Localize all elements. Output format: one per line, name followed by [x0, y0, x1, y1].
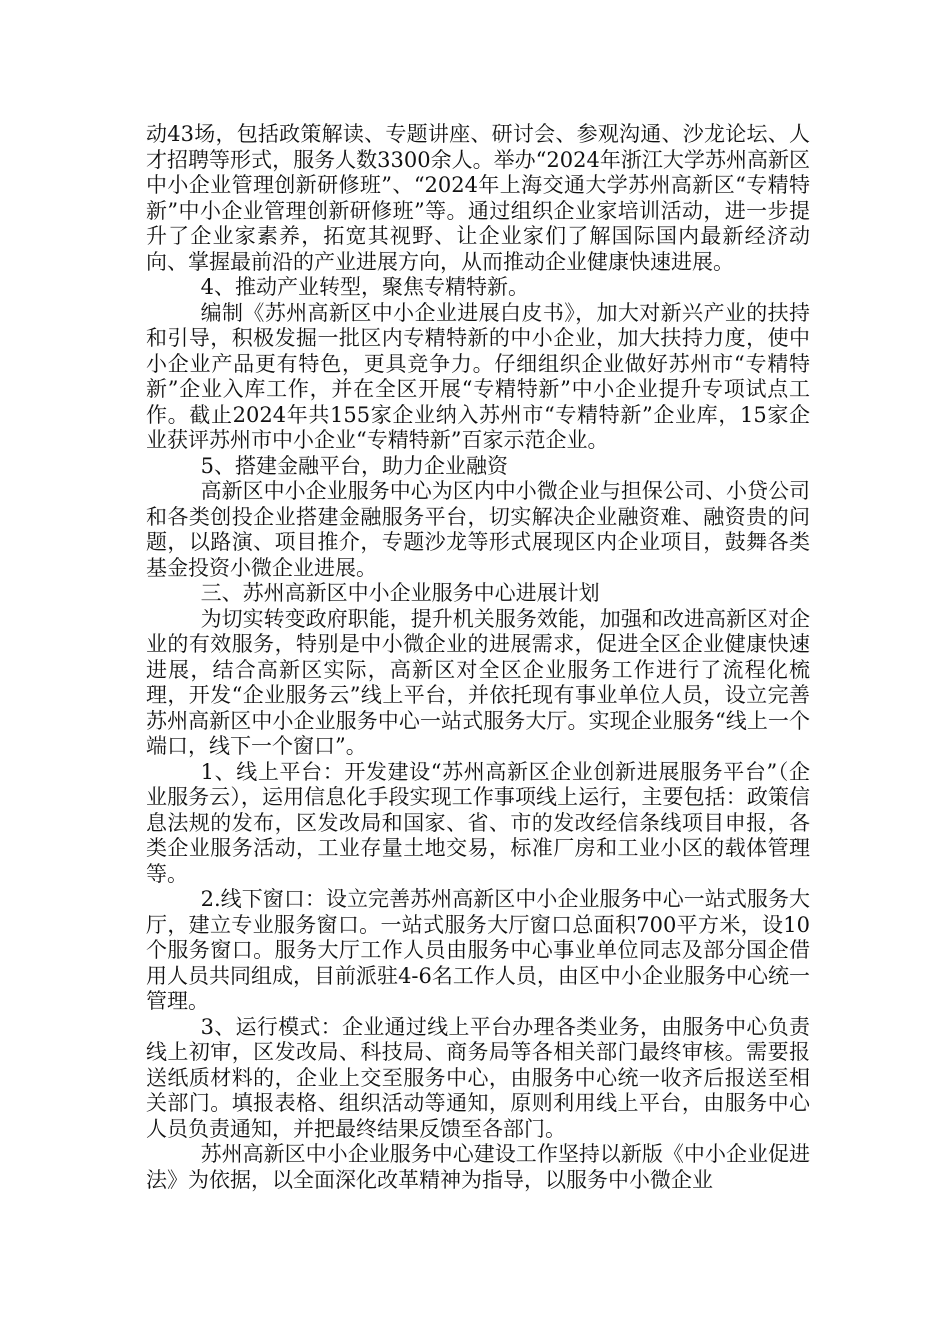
paragraph-specialized-enterprises: 编制《苏州高新区中小企业进展白皮书》，加大对新兴产业的扶持和引导，积极发掘一批区内专精特新的中小企业，加大扶持力度，使中小企业产品更有特色，更具竞争力。仔细组织企业做好苏州市“专精特新”企业入库工作，并在全区开展“专精特新”中小企业提升专项试点工作。截止2024年共155家企业纳入苏州市“专精特新”企业库，15家企业获评苏州市中小企业“专精特新”百家示范企业。	[146, 300, 810, 452]
paragraph-online-platform: 1、线上平台：开发建设“苏州高新区企业创新进展服务平台”（企业服务云），运用信息化手段实现工作事项线上运行，主要包括：政策信息法规的发布，区发改局和国家、省、市的发改经信条线项目申报，各类企业服务活动，工业存量土地交易，标准厂房和工业小区的载体管理等。	[146, 759, 810, 886]
paragraph-construction-principle: 苏州高新区中小企业服务中心建设工作坚持以新版《中小企业促进法》为依据，以全面深化改革精神为指导，以服务中小微企业	[146, 1142, 810, 1192]
heading-development-plan: 三、苏州高新区中小企业服务中心进展计划	[200, 581, 600, 605]
paragraph-financial-services: 高新区中小企业服务中心为区内中小微企业与担保公司、小贷公司和各类创投企业搭建金融服务平台，切实解决企业融资难、融资贵的问题，以路演、项目推介，专题沙龙等形式展现区内企业项目，鼓舞各类基金投资小微企业进展。	[146, 479, 810, 580]
paragraph-operation-mode: 3、运行模式：企业通过线上平台办理各类业务，由服务中心负责线上初审，区发改局、科技局、商务局等各相关部门最终审核。需要报送纸质材料的，企业上交至服务中心，由服务中心统一收齐后报送至相关部门。填报表格、组织活动等通知，原则利用线上平台，由服务中心人员负责通知，并把最终结果反馈至各部门。	[146, 1014, 810, 1141]
paragraph-service-reform: 为切实转变政府职能，提升机关服务效能，加强和改进高新区对企业的有效服务，特别是中小微企业的进展需求，促进全区企业健康快速进展，结合高新区实际，高新区对全区企业服务工作进行了流程化梳理，开发“企业服务云”线上平台，并依托现有事业单位人员，设立完善苏州高新区中小企业服务中心一站式服务大厅。实现企业服务“线上一个端口，线下一个窗口”。	[146, 606, 810, 758]
heading-industry-transformation: 4、推动产业转型，聚焦专精特新。	[200, 275, 529, 299]
document-body	[146, 122, 810, 1193]
paragraph-training-activities: 动43场，包括政策解读、专题讲座、研讨会、参观沟通、沙龙论坛、人才招聘等形式，服务人数3300余人。举办“2024年浙江大学苏州高新区中小企业管理创新研修班”、“2024年上海交通大学苏州高新区“专精特新”中小企业管理创新研修班”等。通过组织企业家培训活动，进一步提升了企业家素养，拓宽其视野、让企业家们了解国际国内最新经济动向、掌握最前沿的产业进展方向，从而推动企业健康快速进展。	[146, 122, 810, 274]
heading-financial-platform: 5、搭建金融平台，助力企业融资	[200, 453, 508, 478]
paragraph-offline-window: 2.线下窗口：设立完善苏州高新区中小企业服务中心一站式服务大厅，建立专业服务窗口。一站式服务大厅窗口总面积700平方米，设10个服务窗口。服务大厅工作人员由服务中心事业单位同志及部分国企借用人员共同组成，目前派驻4-6名工作人员，由区中小企业服务中心统一管理。	[146, 887, 810, 1013]
